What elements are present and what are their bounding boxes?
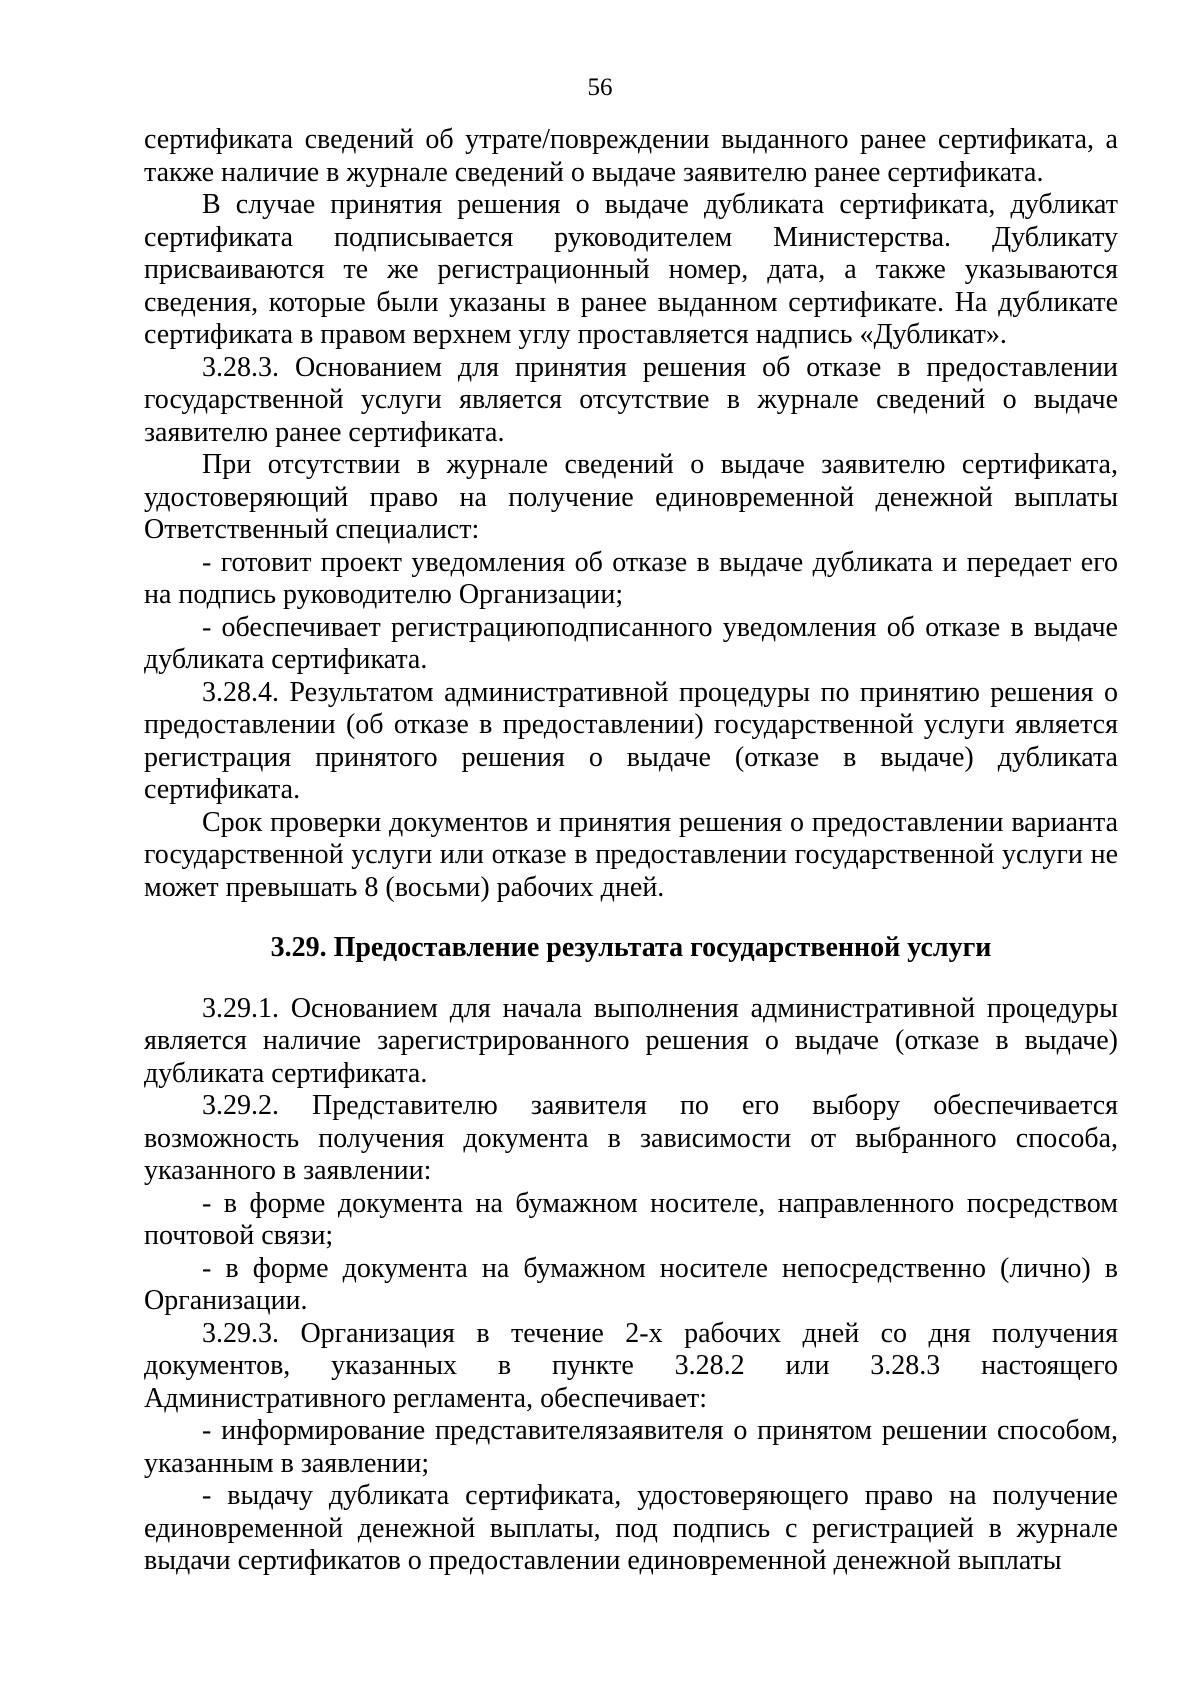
- list-item: - выдачу дубликата сертификата, удостоверяющего право на получение единовременной денежной выплаты, под подпись с регистрацией в журнале выдачи сертификатов о предоставлении единовременной денежной выплаты: [144, 1480, 1118, 1576]
- list-item: - информирование представителязаявителя о принятом решении способом, указанным в заявлении;: [144, 1415, 1118, 1479]
- paragraph: 3.28.3. Основанием для принятия решения об отказе в предоставлении государственной услуги является отсутствие в журнале сведений о выдаче заявителю ранее сертификата.: [144, 351, 1118, 448]
- list-item: - готовит проект уведомления об отказе в выдаче дубликата и передает его на подпись руководителю Организации;: [144, 546, 1118, 610]
- document-body: [144, 124, 1118, 1578]
- paragraph: 3.29.1. Основанием для начала выполнения административной процедуры является наличие зарегистрированного решения о выдаче (отказе в выдаче) дубликата сертификата.: [144, 992, 1118, 1089]
- section-heading: 3.29. Предоставление результата государственной услуги: [270, 932, 992, 963]
- list-item: - в форме документа на бумажном носителе, направленного посредством почтовой связи;: [144, 1187, 1118, 1251]
- paragraph: Срок проверки документов и принятия решения о предоставлении варианта государственной услуги или отказе в предоставлении государственной услуги не может превышать 8 (восьми) рабочих дней.: [144, 806, 1118, 903]
- paragraph: 3.29.2. Представителю заявителя по его выбору обеспечивается возможность получения документа в зависимости от выбранного способа, указанного в заявлении:: [144, 1090, 1118, 1186]
- list-item: - обеспечивает регистрациюподписанного уведомления об отказе в выдаче дубликата сертификата.: [144, 611, 1118, 675]
- paragraph: При отсутствии в журнале сведений о выдаче заявителю сертификата, удостоверяющий право на получение единовременной денежной выплаты Ответственный специалист:: [144, 449, 1118, 545]
- paragraph: сертификата сведений об утрате/повреждении выданного ранее сертификата, а также наличие в журнале сведений о выдаче заявителю ранее сертификата.: [144, 124, 1118, 188]
- list-item: - в форме документа на бумажном носителе непосредственно (лично) в Организации.: [144, 1252, 1118, 1316]
- paragraph: 3.28.4. Результатом административной процедуры по принятию решения о предоставлении (об отказе в предоставлении) государственной услуги является регистрация принятого решения о выдаче (отказе в выдаче) дубликата сертификата.: [144, 676, 1118, 805]
- page-number: 56: [587, 74, 613, 101]
- paragraph: В случае принятия решения о выдаче дубликата сертификата, дубликат сертификата подписывается руководителем Министерства. Дубликату присваиваются те же регистрационный номер, дата, а также указываются сведения, которые были указаны в ранее выданном сертификате. На дубликате сертификата в правом верхнем углу проставляется надпись «Дубликат».: [144, 189, 1118, 350]
- paragraph: 3.29.3. Организация в течение 2-х рабочих дней со дня получения документов, указанных в пункте 3.28.2 или 3.28.3 настоящего Административного регламента, обеспечивает:: [144, 1317, 1118, 1414]
